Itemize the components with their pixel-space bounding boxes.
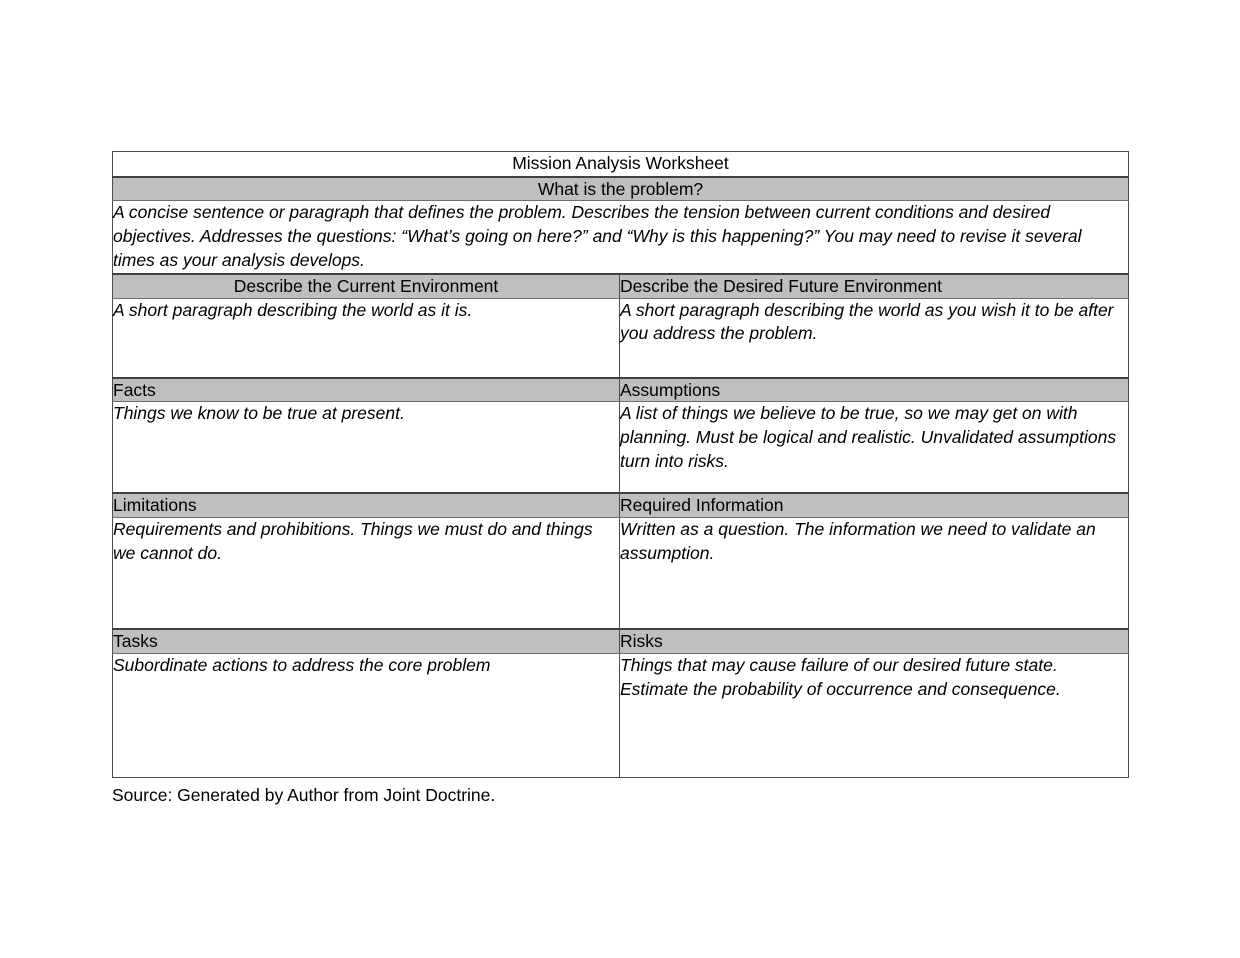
table-row-limitations-info-body bbox=[113, 518, 1129, 630]
section-heading-required-information: Required Information bbox=[620, 493, 1129, 517]
section-body-assumptions: A list of things we believe to be true, so we may get on with planning. Must be logical and realistic. Unvalidated assumptions turn into risks. bbox=[620, 402, 1129, 494]
worksheet-table bbox=[112, 151, 1129, 778]
table-row-problem-body bbox=[113, 201, 1129, 274]
section-body-tasks: Subordinate actions to address the core problem bbox=[113, 653, 620, 777]
table-row-environment-body bbox=[113, 298, 1129, 378]
section-body-problem: A concise sentence or paragraph that defines the problem. Describes the tension between current conditions and desired objectives. Addresses the questions: “What’s going on here?” and “Why is this happening?” You may need to revise it several times as your analysis develops. bbox=[113, 201, 1129, 274]
section-body-facts: Things we know to be true at present. bbox=[113, 402, 620, 494]
section-body-current-environment: A short paragraph describing the world as it is. bbox=[113, 298, 620, 378]
table-row-facts-assumptions-heading bbox=[113, 378, 1129, 402]
table-row-problem-heading bbox=[113, 177, 1129, 201]
table-row-tasks-risks-body bbox=[113, 653, 1129, 777]
section-heading-limitations: Limitations bbox=[113, 493, 620, 517]
mission-analysis-worksheet bbox=[112, 151, 1128, 778]
section-body-limitations: Requirements and prohibitions. Things we must do and things we cannot do. bbox=[113, 518, 620, 630]
table-row-facts-assumptions-body bbox=[113, 402, 1129, 494]
section-heading-risks: Risks bbox=[620, 629, 1129, 653]
table-row-limitations-info-heading bbox=[113, 493, 1129, 517]
section-body-desired-future-environment: A short paragraph describing the world as you wish it to be after you address the problem. bbox=[620, 298, 1129, 378]
figure-source-caption: Source: Generated by Author from Joint Doctrine. bbox=[112, 785, 496, 805]
section-body-risks: Things that may cause failure of our desired future state. Estimate the probability of occurrence and consequence. bbox=[620, 653, 1129, 777]
section-heading-facts: Facts bbox=[113, 378, 620, 402]
section-heading-desired-future-environment: Describe the Desired Future Environment bbox=[620, 274, 1129, 298]
section-heading-tasks: Tasks bbox=[113, 629, 620, 653]
section-heading-current-environment: Describe the Current Environment bbox=[113, 274, 620, 298]
section-heading-assumptions: Assumptions bbox=[620, 378, 1129, 402]
table-row-environment-heading bbox=[113, 274, 1129, 298]
section-heading-problem: What is the problem? bbox=[113, 177, 1129, 201]
section-body-required-information: Written as a question. The information we need to validate an assumption. bbox=[620, 518, 1129, 630]
table-row-title bbox=[113, 152, 1129, 177]
worksheet-title: Mission Analysis Worksheet bbox=[113, 152, 1129, 177]
table-row-tasks-risks-heading bbox=[113, 629, 1129, 653]
